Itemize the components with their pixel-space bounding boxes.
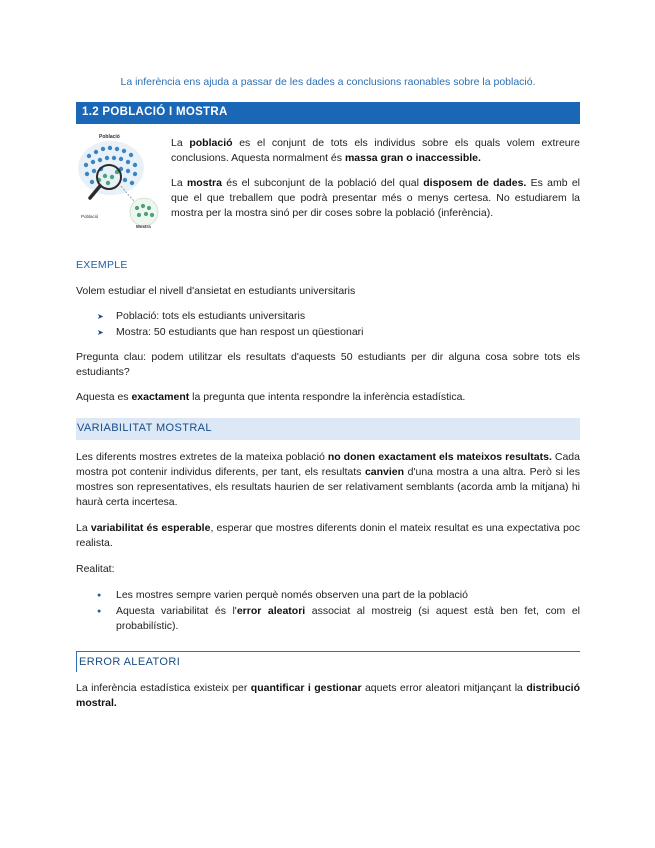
realitat-label: Realitat:: [76, 563, 115, 575]
figure-label-bottom-left: Població: [81, 214, 99, 219]
list-item: ● Les mostres sempre varien perquè només observen una part de la població: [76, 588, 580, 604]
list-item: ➤ Mostra: 50 estudiants que han respost un qüestionari: [76, 325, 580, 341]
exemple-question: Pregunta clau: podem utilitzar els resultats d'aquests 50 estudiants per dir alguna cosa sobre tots els estudiants?: [76, 351, 580, 378]
exemple-heading: EXEMPLE: [76, 259, 128, 271]
variabilitat-paragraph-2: La variabilitat és esperable, esperar que mostres diferents donin el mateix resultat es una expectativa poc realista.: [76, 522, 580, 549]
exemple-intro: Volem estudiar el nivell d'ansietat en estudiants universitaris: [76, 285, 356, 297]
list-item: ➤ Població: tots els estudiants universitaris: [76, 309, 580, 325]
realitat-bullet-list: [76, 588, 580, 635]
list-item: ● Aquesta variabilitat és l'error aleatori associat al mostreig (si aquest està ben fet, com el probabilístic).: [76, 604, 580, 635]
exemple-bullet-list: [76, 309, 580, 340]
section1-text: [171, 136, 580, 221]
section-heading-poblacio-mostra: 1.2 POBLACIÓ I MOSTRA: [76, 102, 580, 124]
figure-label-top: Població: [99, 134, 120, 140]
paragraph-mostra: La mostra és el subconjunt de la població del qual disposem de dades. Es amb el que el que treballem que podrà presentar més o menys certesa. No estudiarem la mostra per la mostra sinó per dir coses sobre la població (inferència).: [171, 177, 580, 219]
exemple-answer: Aquesta es exactament la pregunta que intenta respondre la inferència estadística.: [76, 391, 466, 403]
variabilitat-heading: VARIABILITAT MOSTRAL: [76, 418, 580, 440]
intro-line: La inferència ens ajuda a passar de les dades a conclusions raonables sobre la població.: [120, 76, 536, 88]
error-aleatori-paragraph: La inferència estadística existeix per quantificar i gestionar aquets error aleatori mitjançant la distribució mostral.: [76, 682, 580, 709]
population-sample-illustration: [77, 132, 160, 228]
figure-label-bottom-right: Mostra: [136, 224, 151, 228]
error-aleatori-heading: ERROR ALEATORI: [76, 651, 580, 672]
variabilitat-paragraph-1: Les diferents mostres extretes de la mateixa població no donen exactament els mateixos resultats. Cada mostra pot contenir individus diferents, per tant, els resultats canvien d'una mostra a una altra. Però si les mostres son representatives, els resultats haurien de ser relativament semblants (acorda amb la mitjana) hi haurà certa incertesa.: [76, 451, 580, 508]
paragraph-poblacio: La població es el conjunt de tots els individus sobre els quals volem extreure conclusions. Aquesta normalment és massa gran o inaccessible.: [171, 137, 580, 164]
